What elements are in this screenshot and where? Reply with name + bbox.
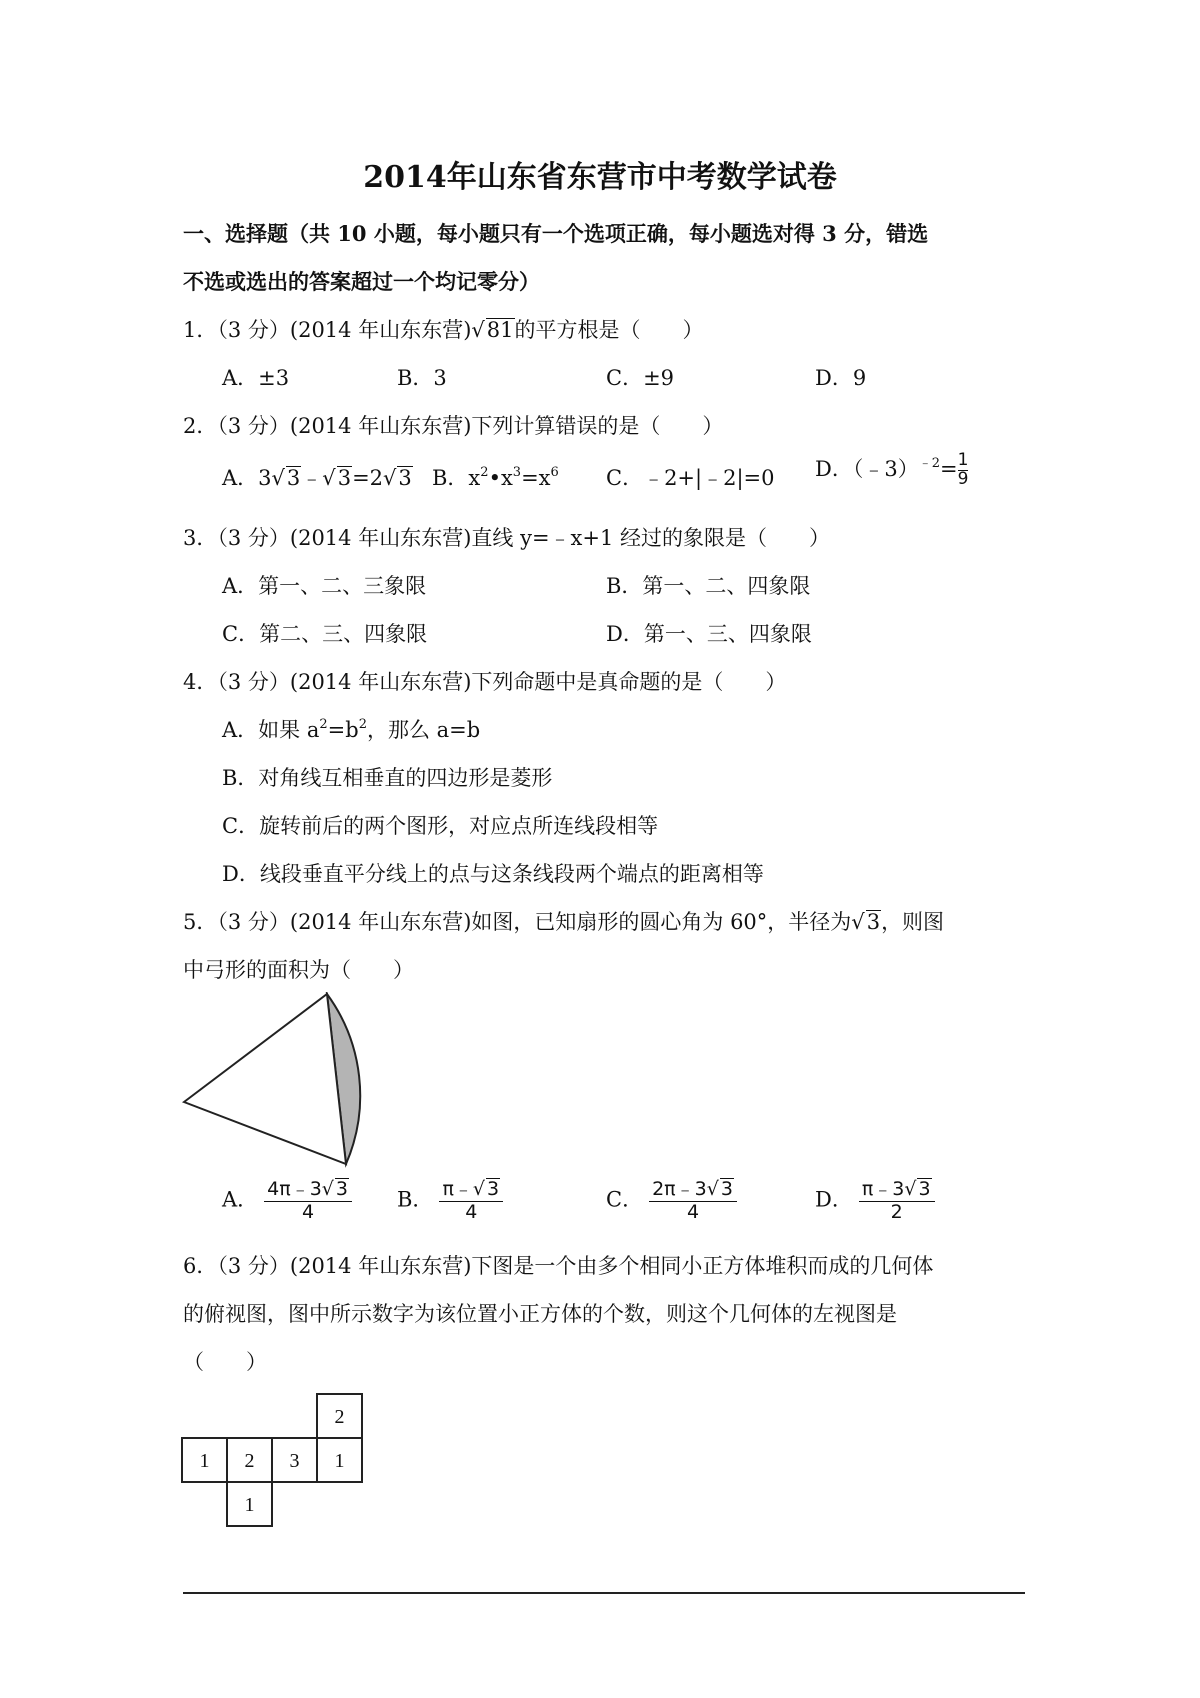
q2-d-den: 9 (957, 468, 969, 489)
q5-d-rad: 3 (918, 1178, 931, 1200)
q5-a-den: 4 (302, 1200, 315, 1223)
grid-number: 2 (244, 1450, 255, 1472)
q1-radicand: 81 (486, 318, 514, 342)
question-4: 4．（3 分）(2014 年山东东营)下列命题中是真命题的是（ ） (183, 670, 787, 694)
q1-option-d: D．9 (815, 366, 867, 390)
q4-option-a (222, 714, 480, 744)
q5-b-rad: 3 (487, 1178, 500, 1200)
q3-option-a: A．第一、二、三象限 (222, 574, 427, 598)
question-6-line3: （ ） (183, 1350, 267, 1374)
sqrt-symbol: √ (321, 1178, 334, 1200)
q5-b-fraction (439, 1178, 503, 1224)
grid-number-bottom: 1 (244, 1494, 255, 1516)
question-6-line2: 的俯视图，图中所示数字为该位置小正方体的个数，则这个几何体的左视图是 (183, 1302, 897, 1326)
q2-b-mid: •x (488, 466, 513, 490)
q2-a-eq: =2 (352, 466, 384, 490)
q5-option-a (222, 1178, 352, 1224)
q2-b-text: B．x (432, 466, 481, 490)
q5-option-d (815, 1178, 935, 1224)
q1-option-a: A．±3 (222, 366, 290, 390)
q4-a-mid: =b (327, 718, 359, 742)
q5-c-num-text: 2π﹣3 (652, 1178, 707, 1200)
q2-b-exp1: 2 (480, 465, 489, 480)
q2-a-label: A．3 (222, 466, 272, 490)
q5-post: ，则图 (881, 910, 945, 934)
q5-c-den: 4 (686, 1200, 700, 1223)
q5-c-rad: 3 (720, 1178, 733, 1200)
q5-option-c (606, 1178, 737, 1224)
q5-a-fraction (264, 1178, 352, 1224)
q2-a-rad3: 3 (398, 466, 412, 490)
q5-c-num (649, 1178, 737, 1202)
q5-d-num (859, 1178, 935, 1202)
grid-number: 1 (199, 1450, 210, 1472)
q4-option-c: C．旋转前后的两个图形，对应点所连线段相等 (222, 814, 659, 838)
q4-a-post: ，那么 a=b (366, 718, 481, 742)
q2-b-exp2: 3 (512, 465, 522, 480)
q5-b-num (439, 1178, 503, 1202)
q5-d-label: D． (815, 1187, 853, 1212)
q3-option-b: B．第一、二、四象限 (606, 574, 811, 598)
q2-a-rad2: 3 (337, 466, 352, 490)
q2-d-eq: = (939, 456, 958, 481)
section-heading-line2: 不选或选出的答案超过一个均记零分） (183, 269, 540, 294)
q3-option-d: D．第一、三、四象限 (606, 622, 812, 646)
q2-a-rad1: 3 (286, 466, 301, 490)
sqrt-symbol: √ (472, 1178, 485, 1200)
q4-option-d: D．线段垂直平分线上的点与这条线段两个端点的距离相等 (222, 862, 764, 886)
footer-divider (183, 1592, 1025, 1594)
q2-b-exp3: 6 (550, 465, 559, 480)
exam-title: 2014年山东省东营市中考数学试卷 (363, 160, 837, 195)
q5-b-den: 4 (465, 1200, 478, 1223)
q5-a-label: A． (222, 1187, 259, 1212)
q5-radicand: 3 (866, 910, 881, 934)
grid-number: 3 (289, 1450, 300, 1472)
q1-suffix: 的平方根是（ ） (514, 318, 704, 342)
sqrt-symbol: √ (271, 466, 285, 490)
q2-d-text: D．（﹣3） (815, 456, 919, 481)
q4-a-exp1: 2 (319, 717, 328, 732)
q5-a-rad: 3 (335, 1178, 348, 1200)
q2-a-minus: ﹣ (301, 466, 323, 490)
section-heading-line1: 一、选择题（共 10 小题，每小题只有一个选项正确，每小题选对得 3 分，错选 (183, 221, 929, 246)
q2-option-a (222, 462, 413, 492)
question-1 (183, 314, 704, 344)
q5-d-num-text: π﹣3 (861, 1178, 905, 1200)
q1-option-c: C．±9 (606, 366, 675, 390)
q2-option-d (815, 452, 968, 489)
q2-option-b (432, 462, 559, 492)
q2-d-exp: ﹣2 (918, 455, 940, 471)
q1-prefix: 1．（3 分）(2014 年山东东营) (183, 318, 472, 342)
grid-number-top: 2 (334, 1406, 345, 1428)
question-5 (183, 906, 944, 936)
sqrt-symbol: √ (383, 466, 397, 490)
top-view-grid (180, 1392, 366, 1530)
sqrt-symbol: √ (851, 910, 865, 934)
q5-a-num-text: 4π﹣3 (267, 1178, 322, 1200)
q1-option-b: B．3 (397, 366, 447, 390)
sqrt-symbol: √ (904, 1178, 917, 1200)
q5-a-num (264, 1178, 352, 1202)
q5-d-den: 2 (890, 1200, 903, 1223)
q5-option-b (397, 1178, 503, 1224)
q4-a-pre: A．如果 a (222, 718, 320, 742)
sector-figure (180, 992, 380, 1170)
sqrt-symbol: √ (706, 1178, 719, 1200)
q4-option-b: B．对角线互相垂直的四边形是菱形 (222, 766, 553, 790)
q5-b-num-text: π﹣ (442, 1178, 473, 1200)
q5-c-fraction (649, 1178, 737, 1224)
question-5-line2: 中弓形的面积为（ ） (183, 958, 414, 982)
sqrt-symbol: √ (322, 466, 336, 490)
q5-d-fraction (859, 1178, 935, 1224)
q5-c-label: C． (606, 1187, 644, 1212)
sector-triangle (184, 994, 346, 1164)
q3-option-c: C．第二、三、四象限 (222, 622, 428, 646)
q4-a-exp2: 2 (358, 717, 367, 732)
q2-d-num: 1 (957, 450, 969, 470)
q2-b-eq: =x (521, 466, 551, 490)
question-6-line1: 6．（3 分）(2014 年山东东营)下图是一个由多个相同小正方体堆积而成的几何体 (183, 1254, 934, 1278)
q5-b-label: B． (397, 1187, 434, 1212)
q2-option-c: C．﹣2+|﹣2|=0 (606, 466, 775, 490)
question-3: 3．（3 分）(2014 年山东东营)直线 y=﹣x+1 经过的象限是（ ） (183, 526, 831, 550)
question-2: 2．（3 分）(2014 年山东东营)下列计算错误的是（ ） (183, 414, 724, 438)
q2-d-fraction (958, 452, 969, 489)
grid-number: 1 (334, 1450, 345, 1472)
sqrt-symbol: √ (471, 318, 485, 342)
q5-pre: 5．（3 分）(2014 年山东东营)如图，已知扇形的圆心角为 60°，半径为 (183, 910, 852, 934)
